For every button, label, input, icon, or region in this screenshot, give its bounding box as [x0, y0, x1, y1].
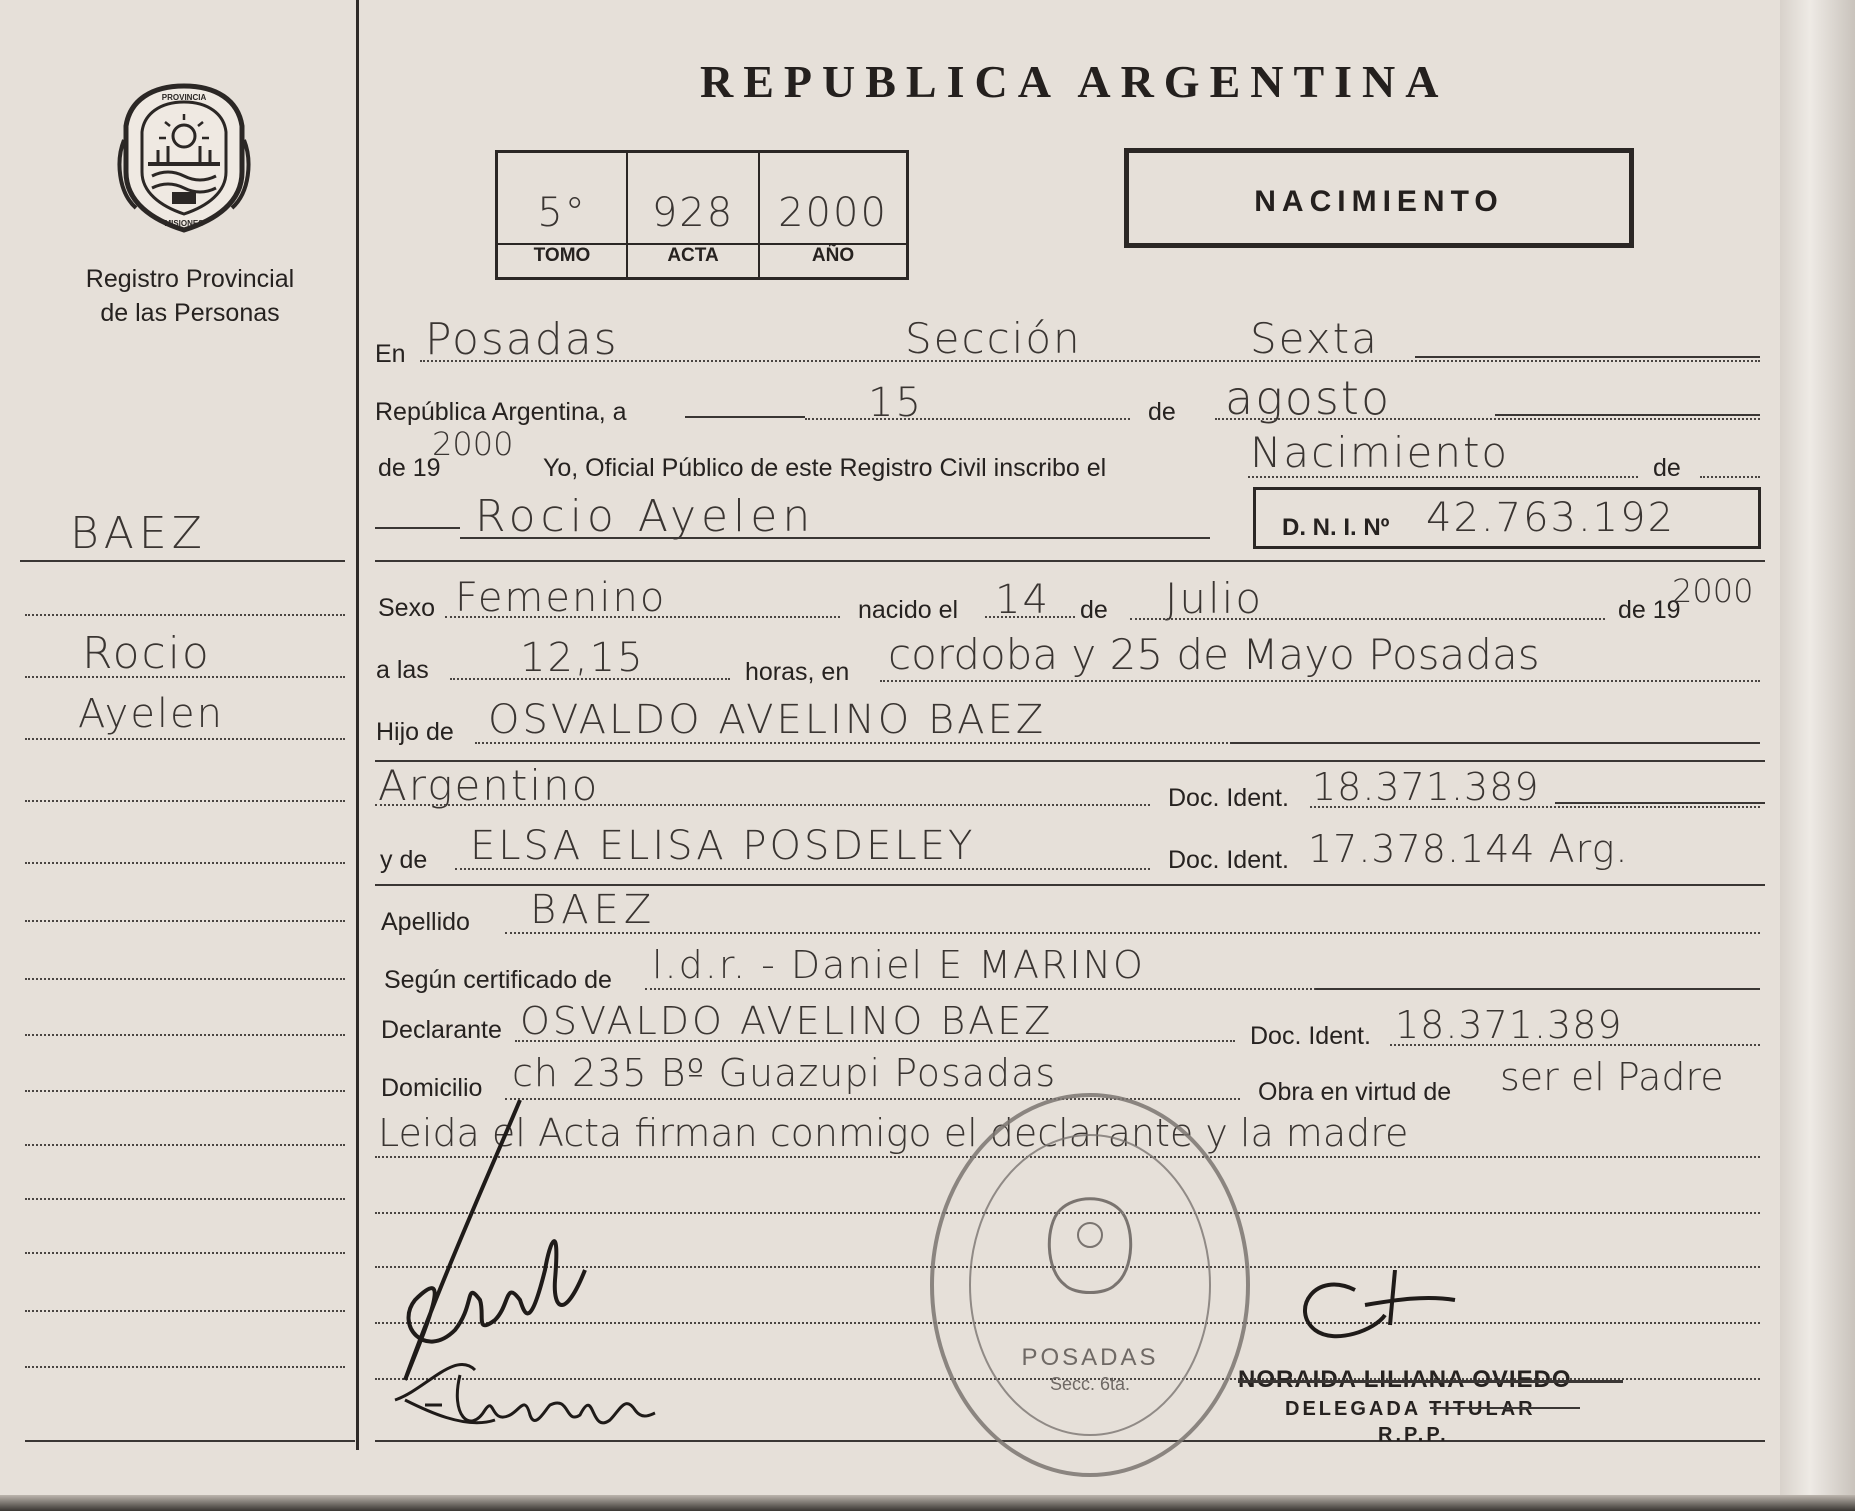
dotted-line [420, 360, 1760, 362]
acta-label: ACTA [667, 245, 719, 266]
en-label: En [375, 340, 406, 368]
sexo-value: Femenino [455, 575, 667, 621]
margin-dotted-line [25, 1252, 345, 1254]
ano-cell [760, 153, 906, 277]
padre-value: OSVALDO AVELINO BAEZ [488, 697, 1047, 743]
declarante-doc: 18.371.389 [1395, 1003, 1623, 1047]
dotted-line [880, 680, 1760, 682]
dotted-line [805, 418, 1130, 420]
dotted-line [1390, 1044, 1760, 1046]
seal-sub: Secc. 6ta. [1049, 1374, 1131, 1394]
yo-statement: Yo, Oficial Público de este Registro Civil inscribo el [543, 454, 1107, 482]
margin-given-name-1: Rocio [82, 628, 211, 679]
document-type-box [1124, 148, 1634, 248]
seccion-value: Sexta [1250, 314, 1379, 363]
republica-label: República Argentina, a [375, 398, 627, 426]
tomo-label: TOMO [533, 245, 591, 266]
month-value: agosto [1225, 371, 1392, 425]
seal-city: POSADAS [1021, 1344, 1159, 1371]
city-value: Posadas [425, 314, 619, 365]
registry-name-line1: Registro Provincial [85, 265, 295, 293]
dotted-line [1248, 476, 1638, 478]
margin-dotted-line [25, 738, 345, 740]
margin-dotted-line [25, 1198, 345, 1200]
mother-signature [420, 1355, 660, 1455]
padre-nacionalidad: Argentino [378, 761, 600, 810]
seccion-word: Sección [905, 314, 1082, 363]
dni-value: 42.763.192 [1426, 495, 1676, 541]
acta-value: 928 [651, 190, 735, 236]
dotted-line [445, 616, 840, 618]
yde-label: y de [380, 846, 428, 874]
dni-label: D. N. I. Nº [1282, 514, 1390, 541]
margin-dotted-line [25, 920, 345, 922]
rule [375, 560, 1765, 562]
dni-box [1253, 487, 1761, 549]
registry-name-line2: de las Personas [100, 299, 280, 327]
de-label-3: de [1080, 596, 1108, 624]
emblem-top-text: PROVINCIA [161, 93, 207, 102]
provincia-misiones-shield-icon [112, 80, 257, 235]
dotted-line [450, 678, 730, 680]
doc-ident-label-2: Doc. Ident. [1168, 846, 1289, 874]
day-value: 15 [868, 380, 923, 426]
dotted-line [1310, 806, 1760, 808]
birth-year-value: 2000 [1672, 572, 1754, 610]
dotted-line [1130, 618, 1605, 620]
document-title: REPUBLICA ARGENTINA [700, 56, 1449, 107]
rule [460, 537, 1210, 539]
doc-ident-label-3: Doc. Ident. [1250, 1022, 1371, 1050]
ano-label: AÑO [811, 245, 855, 266]
margin-dotted-line [25, 1034, 345, 1036]
dotted-line [1700, 476, 1760, 478]
officer-name: NORAIDA LILIANA OVIEDO [1238, 1366, 1572, 1393]
acto-value: Nacimiento [1250, 428, 1510, 477]
doc-ident-label-1: Doc. Ident. [1168, 784, 1289, 812]
alas-label: a las [376, 656, 429, 684]
dotted-line [505, 932, 1760, 934]
rule [1495, 414, 1760, 416]
margin-dotted-line [25, 862, 345, 864]
de-label-1: de [1148, 398, 1176, 426]
apellido-label: Apellido [381, 908, 470, 936]
margin-dotted-line [25, 1310, 345, 1312]
margin-rule-1 [20, 560, 345, 562]
margin-dotted-line [25, 614, 345, 616]
child-name: Rocio Ayelen [475, 491, 816, 542]
document-type: NACIMIENTO [1254, 185, 1504, 218]
domicilio-label: Domicilio [381, 1074, 483, 1102]
dotted-line [515, 1040, 1235, 1042]
margin-dotted-line [25, 676, 345, 678]
obra-label: Obra en virtud de [1258, 1078, 1452, 1106]
officer-abbr: R.P.P. [1378, 1424, 1449, 1446]
margin-dotted-line [25, 978, 345, 980]
padre-doc: 18.371.389 [1312, 765, 1540, 809]
birth-month-value: Julio [1165, 574, 1264, 623]
sexo-label: Sexo [378, 594, 435, 622]
rule [1555, 802, 1765, 804]
de-label-2: de [1653, 454, 1681, 482]
domicilio-value: ch 235 Bº Guazupi Posadas [512, 1051, 1057, 1095]
birth-day-value: 14 [995, 577, 1050, 623]
dotted-line [985, 616, 1075, 618]
de19-label-2: de 19 [1618, 596, 1681, 624]
year-value: 2000 [432, 425, 514, 463]
margin-surname: BAEZ [70, 508, 207, 559]
madre-value: ELSA ELISA POSDELEY [470, 823, 976, 869]
madre-doc: 17.378.144 Arg. [1308, 827, 1629, 871]
certificado-label: Según certificado de [384, 966, 612, 994]
nacido-label: nacido el [858, 596, 959, 624]
de19-label: de 19 [378, 454, 441, 482]
margin-divider [356, 0, 359, 1450]
lugar-value: cordoba y 25 de Mayo Posadas [888, 630, 1540, 679]
officer-signature [1295, 1270, 1465, 1360]
rule [685, 416, 805, 418]
dotted-line [375, 804, 1150, 806]
officer-title-strike [1430, 1407, 1580, 1409]
rule [375, 527, 460, 529]
margin-given-name-2: Ayelen [78, 691, 225, 737]
margin-dotted-line [25, 800, 345, 802]
rule [1415, 356, 1760, 358]
hora-value: 12,15 [520, 635, 645, 681]
declarante-value: OSVALDO AVELINO BAEZ [520, 999, 1054, 1043]
dotted-line [1215, 418, 1760, 420]
page-bottom-edge [0, 1495, 1855, 1511]
horas-label: horas, en [745, 658, 850, 686]
dotted-line [455, 868, 1150, 870]
apellido-value: BAEZ [530, 887, 657, 933]
page-edge [1780, 0, 1855, 1511]
nota-value: Leida el Acta firman conmigo el declarante y la madre [378, 1111, 1409, 1155]
officer-title: DELEGADA TITULAR [1285, 1398, 1536, 1420]
rule [375, 884, 1765, 886]
officer-strike [1238, 1380, 1623, 1383]
margin-dotted-line [25, 1090, 345, 1092]
emblem-bottom-text: MISIONES [164, 219, 204, 228]
hijo-label: Hijo de [376, 718, 454, 746]
margin-dotted-line [25, 1144, 345, 1146]
rule [1230, 742, 1760, 744]
official-seal [925, 1085, 1255, 1485]
tomo-value: 5° [537, 190, 587, 236]
margin-dotted-line [25, 1366, 345, 1368]
margin-rule-bottom [25, 1440, 355, 1442]
certificado-value: l.d.r. - Daniel E MARINO [652, 943, 1145, 987]
registry-name [40, 262, 340, 330]
rule [1315, 988, 1760, 990]
registration-box [495, 150, 909, 280]
declarante-label: Declarante [381, 1016, 502, 1044]
tomo-cell [498, 153, 628, 277]
obra-value: ser el Padre [1500, 1055, 1724, 1099]
ano-value: 2000 [778, 190, 888, 236]
acta-cell [628, 153, 760, 277]
